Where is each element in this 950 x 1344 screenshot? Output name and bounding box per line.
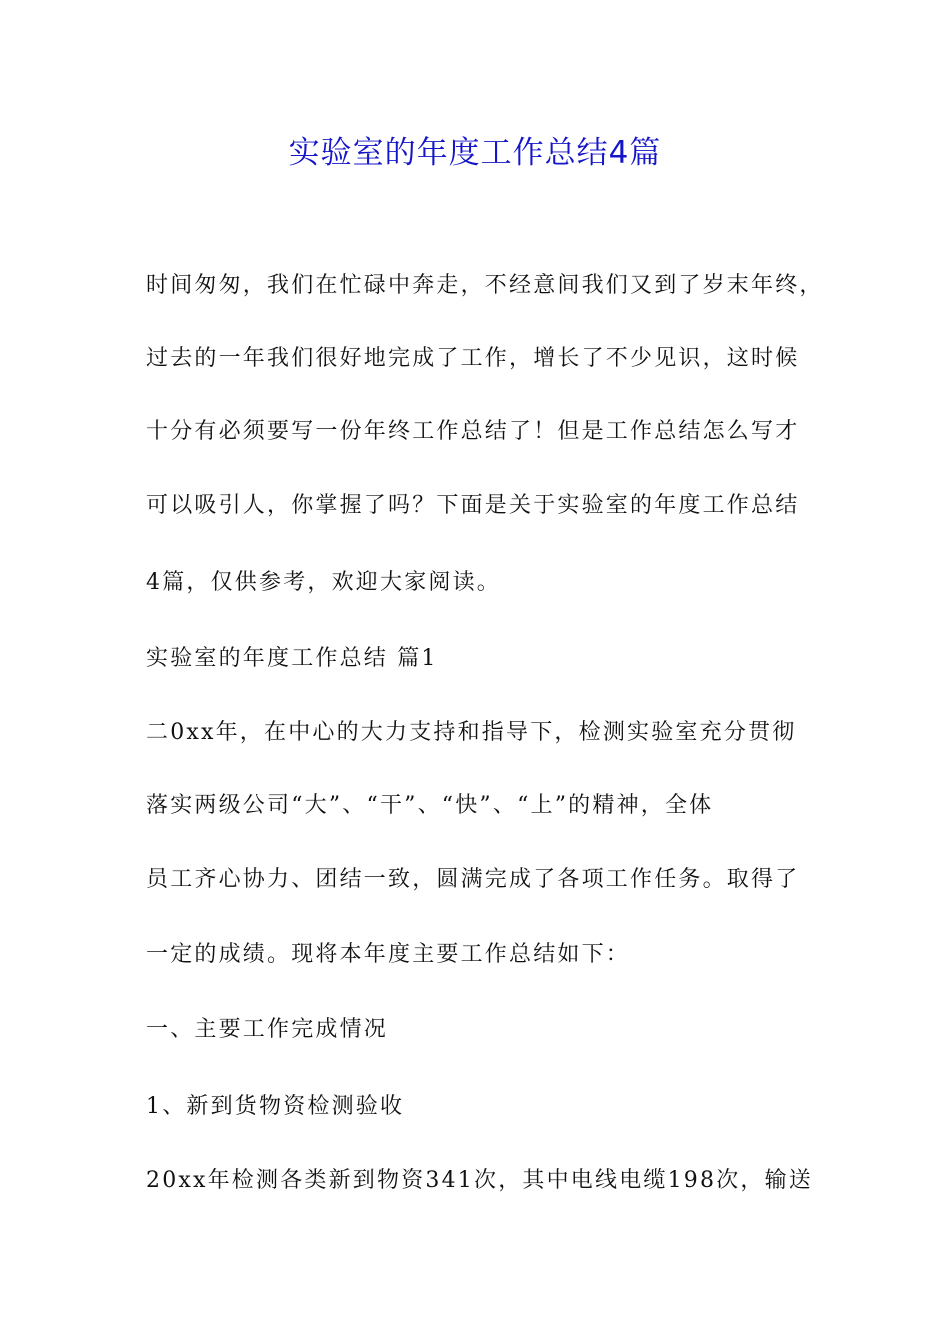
- paragraph-line: 20xx年检测各类新到物资341次，其中电线电缆198次，输送: [146, 1168, 813, 1193]
- paragraph-line: 可以吸引人，你掌握了吗？下面是关于实验室的年度工作总结: [146, 493, 800, 518]
- paragraph-line: 一定的成绩。现将本年度主要工作总结如下：: [146, 942, 631, 967]
- paragraph-line: 二0xx年，在中心的大力支持和指导下，检测实验室充分贯彻: [146, 720, 797, 745]
- paragraph-line: 落实两级公司“大”、“干”、“快”、“上”的精神，全体: [146, 793, 714, 818]
- paragraph-line: 十分有必须要写一份年终工作总结了！但是工作总结怎么写才: [146, 419, 800, 444]
- section-heading: 实验室的年度工作总结 篇1: [146, 646, 438, 671]
- paragraph-line: 4篇，仅供参考，欢迎大家阅读。: [146, 570, 501, 595]
- subsection-heading: 1、新到货物资检测验收: [146, 1094, 405, 1119]
- document-title: 实验室的年度工作总结4篇: [288, 135, 662, 171]
- paragraph-line: 过去的一年我们很好地完成了工作，增长了不少见识，这时候: [146, 346, 800, 371]
- paragraph-line: 员工齐心协力、团结一致，圆满完成了各项工作任务。取得了: [146, 867, 800, 892]
- subsection-heading: 一、主要工作完成情况: [146, 1017, 389, 1042]
- paragraph-line: 时间匆匆，我们在忙碌中奔走，不经意间我们又到了岁末年终，: [146, 273, 824, 298]
